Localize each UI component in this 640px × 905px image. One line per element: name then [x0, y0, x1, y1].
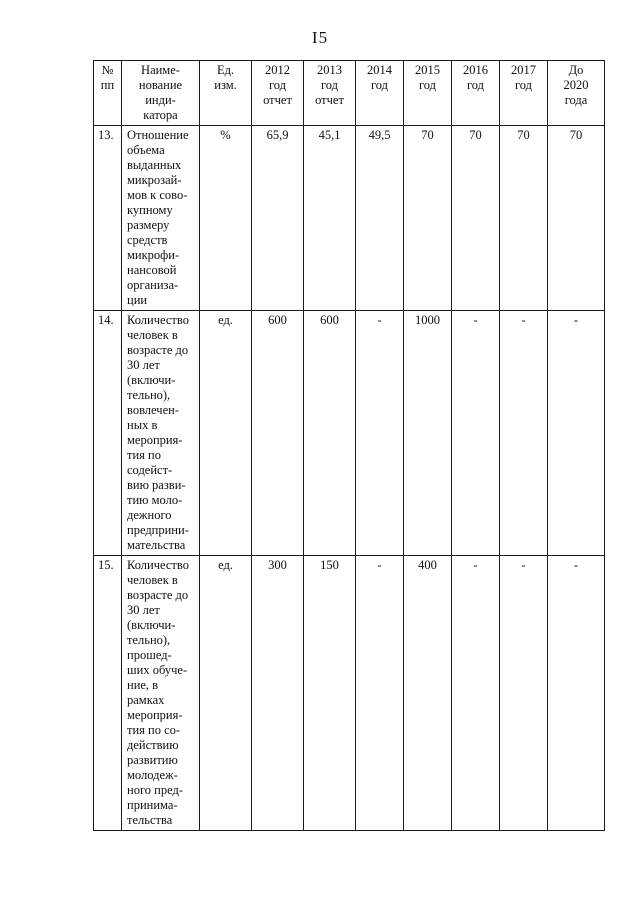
header-year-2015 — [404, 61, 452, 126]
cell-line: ного пред- — [127, 783, 183, 797]
value-2016: - — [452, 311, 500, 556]
header-number — [94, 61, 122, 126]
cell-line: нование — [138, 78, 183, 92]
value-2015: 400 — [404, 556, 452, 831]
row-number: 15. — [94, 556, 122, 831]
value-2013: 600 — [304, 311, 356, 556]
cell-line: 2016 — [463, 63, 488, 77]
cell-line: вовлечен- — [127, 403, 179, 417]
value-2020: 70 — [548, 126, 605, 311]
cell-line: молодеж- — [127, 768, 178, 782]
value-2015: 70 — [404, 126, 452, 311]
cell-line: действию — [127, 738, 179, 752]
table-header-row — [94, 61, 605, 126]
cell-line: изм. — [214, 78, 237, 92]
cell-line: катора — [143, 108, 178, 122]
cell-line: 2012 — [265, 63, 290, 77]
cell-line: принима- — [127, 798, 178, 812]
cell-line: 30 лет — [127, 358, 160, 372]
cell-line: 2017 — [511, 63, 536, 77]
value-2014: - — [356, 556, 404, 831]
table-row — [94, 311, 605, 556]
indicator-name — [122, 556, 200, 831]
cell-line: 2014 — [367, 63, 392, 77]
header-unit — [200, 61, 252, 126]
cell-line: год — [466, 78, 485, 92]
cell-line: отчет — [315, 93, 344, 107]
cell-line: тельно), — [127, 388, 171, 402]
header-year-2014 — [356, 61, 404, 126]
cell-line: год — [418, 78, 437, 92]
cell-line: тия по — [127, 448, 161, 462]
cell-line: вию разви- — [127, 478, 186, 492]
indicator-name — [122, 126, 200, 311]
cell-line: 2020 — [563, 78, 589, 92]
cell-line: № — [101, 63, 114, 77]
cell-line: человек в — [127, 573, 178, 587]
value-2013: 150 — [304, 556, 356, 831]
cell-line: нансовой — [127, 263, 177, 277]
cell-line: ных в — [127, 418, 158, 432]
cell-line: Количество — [127, 558, 189, 572]
cell-line: отчет — [263, 93, 292, 107]
cell-line: объема — [127, 143, 165, 157]
header-indicator-name — [122, 61, 200, 126]
header-until-2020 — [548, 61, 605, 126]
unit-cell: % — [200, 126, 252, 311]
cell-line: пп — [100, 78, 115, 92]
header-year-2016 — [452, 61, 500, 126]
cell-line: Отношение — [127, 128, 189, 142]
cell-line: 2013 — [317, 63, 342, 77]
cell-line: дежного — [127, 508, 172, 522]
row-number: 14. — [94, 311, 122, 556]
value-2017: - — [500, 311, 548, 556]
cell-line: выданных — [127, 158, 182, 172]
header-year-2017 — [500, 61, 548, 126]
cell-line: ции — [127, 293, 148, 307]
cell-line: тельства — [127, 813, 173, 827]
indicators-table — [93, 60, 605, 831]
cell-line: организа- — [127, 278, 179, 292]
cell-line: (включи- — [127, 373, 176, 387]
cell-line: рамках — [127, 693, 165, 707]
cell-line: тия по со- — [127, 723, 181, 737]
cell-line: размеру — [127, 218, 170, 232]
cell-line: мероприя- — [127, 708, 183, 722]
cell-line: год — [320, 78, 339, 92]
value-2012: 300 — [252, 556, 304, 831]
value-2012: 65,9 — [252, 126, 304, 311]
value-2014: 49,5 — [356, 126, 404, 311]
cell-line: мательства — [127, 538, 186, 552]
unit-cell: ед. — [200, 556, 252, 831]
cell-line: купному — [127, 203, 173, 217]
cell-line: микрозай- — [127, 173, 182, 187]
cell-line: возрасте до — [127, 588, 189, 602]
value-2014: - — [356, 311, 404, 556]
value-2017: - — [500, 556, 548, 831]
header-year-2012 — [252, 61, 304, 126]
cell-line: мов к сово- — [127, 188, 188, 202]
table-row — [94, 126, 605, 311]
cell-line: (включи- — [127, 618, 176, 632]
cell-line: 30 лет — [127, 603, 160, 617]
cell-line: возрасте до — [127, 343, 189, 357]
header-year-2013 — [304, 61, 356, 126]
value-2016: - — [452, 556, 500, 831]
cell-line: год — [268, 78, 287, 92]
cell-line: года — [564, 93, 588, 107]
cell-line: Количество — [127, 313, 189, 327]
cell-line: развитию — [127, 753, 178, 767]
value-2015: 1000 — [404, 311, 452, 556]
cell-line: инди- — [145, 93, 176, 107]
cell-line: год — [514, 78, 533, 92]
cell-line: средств — [127, 233, 168, 247]
value-2012: 600 — [252, 311, 304, 556]
cell-line: тельно), — [127, 633, 171, 647]
cell-line: содейст- — [127, 463, 173, 477]
page-number: I5 — [311, 28, 329, 47]
cell-line: 2015 — [415, 63, 440, 77]
cell-line: До — [568, 63, 584, 77]
value-2017: 70 — [500, 126, 548, 311]
unit-cell: ед. — [200, 311, 252, 556]
table-row — [94, 556, 605, 831]
cell-line: год — [370, 78, 389, 92]
indicator-name — [122, 311, 200, 556]
value-2013: 45,1 — [304, 126, 356, 311]
cell-line: Ед. — [216, 63, 235, 77]
value-2016: 70 — [452, 126, 500, 311]
value-2020: - — [548, 311, 605, 556]
cell-line: микрофи- — [127, 248, 180, 262]
cell-line: Наиме- — [141, 63, 180, 77]
cell-line: тию моло- — [127, 493, 183, 507]
value-2020: - — [548, 556, 605, 831]
cell-line: прошед- — [127, 648, 172, 662]
row-number: 13. — [94, 126, 122, 311]
cell-line: ние, в — [127, 678, 159, 692]
cell-line: ших обуче- — [127, 663, 188, 677]
cell-line: предприни- — [127, 523, 189, 537]
cell-line: человек в — [127, 328, 178, 342]
cell-line: мероприя- — [127, 433, 183, 447]
